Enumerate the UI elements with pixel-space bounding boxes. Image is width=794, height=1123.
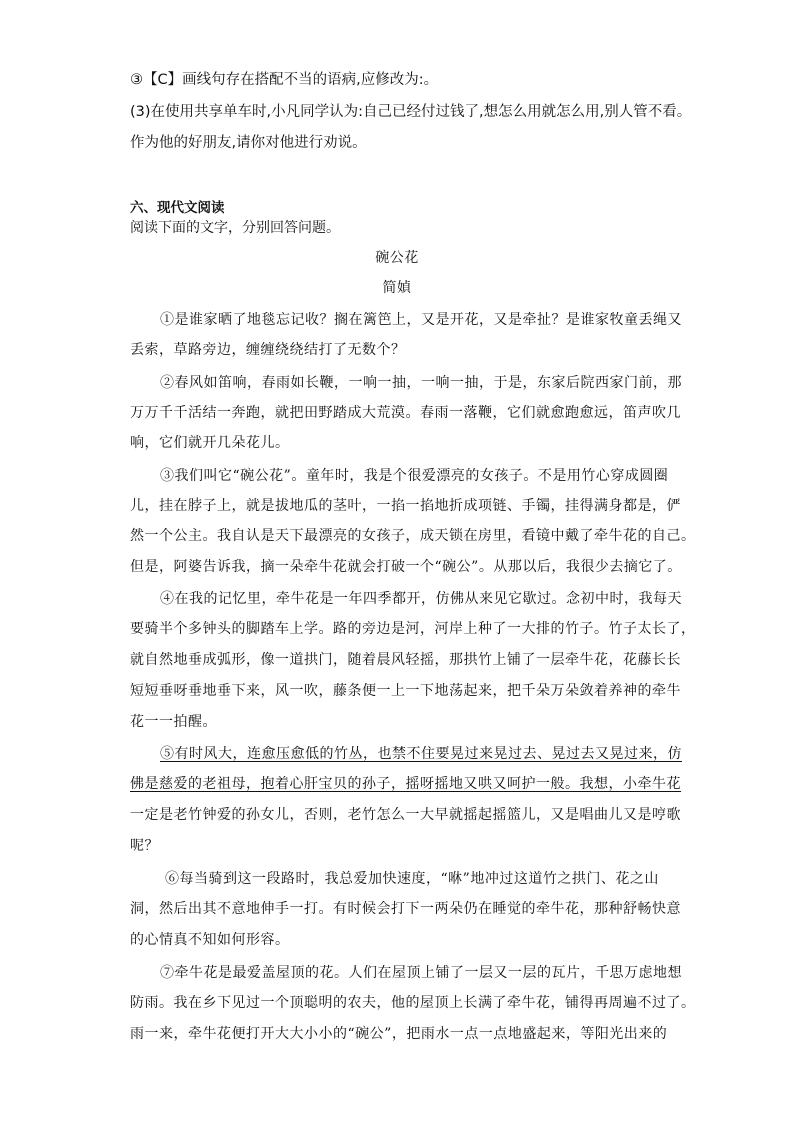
article-line: 响，它们就开几朵花儿。 [130, 435, 290, 451]
article-line: 儿，挂在脖子上，就是拔地瓜的茎叶，一掐一掐地折成项链、手镯，挂得满身都是，俨 [130, 498, 681, 514]
article-line: 但是，阿婆告诉我，摘一朵牵牛花就会打破一个“碗公”。从那以后，我很少去摘它了。 [130, 559, 682, 575]
article-line: 短短垂呀垂地垂下来，风一吹，藤条便一上一下地荡起来，把千朵万朵敛着养神的牵牛 [130, 683, 681, 699]
article-line: 然一个公主。我自认是天下最漂亮的女孩子，成天锁在房里，看镜中戴了牵牛花的自己。 [130, 528, 696, 544]
article-line: 一定是老竹钟爱的孙女儿，否则，老竹怎么一大早就摇起摇篮儿，又是唱曲儿又是哼歌 [130, 807, 681, 823]
section-instruction: 阅读下面的文字，分别回答问题。 [130, 220, 340, 236]
article-title: 碗公花 [375, 250, 419, 266]
article-line: 花一一拍醒。 [130, 714, 217, 730]
article-line: 雨一来，牵牛花便打开大大小小的“碗公”，把雨水一点一点地盛起来，等阳光出来的 [130, 1026, 668, 1042]
article-line: ③我们叫它“碗公花”。童年时，我是个很爱漂亮的女孩子。不是用竹心穿成圆圈 [160, 468, 669, 484]
article-line: 万万千千活结一奔跑，就把田野踏成大荒漠。春雨一落鞭，它们就愈跑愈远，笛声吹几 [130, 405, 681, 421]
article-line: ①是谁家晒了地毯忘记收？搁在篱笆上，又是开花，又是牵扯？是谁家牧童丢绳又 [160, 312, 682, 328]
article-author: 简媜 [382, 280, 412, 296]
section-heading: 六、现代文阅读 [130, 200, 225, 216]
article-line: 呢？ [130, 838, 159, 854]
article-line: ⑦牵牛花是最爱盖屋顶的花。人们在屋顶上铺了一层又一层的瓦片，千思万虑地想 [160, 965, 682, 981]
article-line: ②春风如笛响，春雨如长鞭，一响一抽，一响一抽，于是，东家后院西家门前，那 [160, 375, 682, 391]
article-line: ⑥每当骑到这一段路时，我总爱加快速度，“咻”地冲过这道竹之拱门、花之山 [165, 871, 659, 887]
article-line: 洞，然后出其不意地伸手一打。有时候会打下一两朵仍在睡觉的牵牛花，那种舒畅快意 [130, 901, 681, 917]
article-line: 防雨。我在乡下见过一个顶聪明的农夫，他的屋顶上长满了牵牛花，铺得再周遍不过了。 [130, 995, 696, 1011]
article-line-underlined: 佛是慈爱的老祖母，抱着心肝宝贝的孙子，摇呀摇地又哄又呵护一般。我想，小牵牛花 [130, 776, 681, 792]
article-line: 丢索，草路旁边，缠缠绕绕结打了无数个？ [130, 342, 406, 358]
question-3-part-3: ③【C】画线句存在搭配不当的语病,应修改为:。 [130, 72, 439, 88]
article-line: ④在我的记忆里，牵牛花是一年四季都开，仿佛从来见它歇过。念初中时，我每天 [160, 591, 682, 607]
article-line: 的心情真不知如何形容。 [130, 932, 290, 948]
article-line: 要骑半个多钟头的脚踏车上学。路的旁边是河，河岸上种了一大排的竹子。竹子太长了， [130, 621, 696, 637]
question-3-1-line-2: 作为他的好朋友,请你对他进行劝说。 [130, 135, 367, 151]
article-line-underlined: ⑤有时风大，连愈压愈低的竹丛，也禁不住要晃过来晃过去、晃过去又晃过来，仿 [160, 746, 682, 762]
question-3-1-line-1: (3)在使用共享单车时,小凡同学认为:自己已经付过钱了,想怎么用就怎么用,别人管不看。 [130, 104, 692, 120]
article-line: 就自然地垂成弧形，像一道拱门，随着晨风轻摇，那拱竹上铺了一层牵牛花，花藤长长 [130, 652, 681, 668]
